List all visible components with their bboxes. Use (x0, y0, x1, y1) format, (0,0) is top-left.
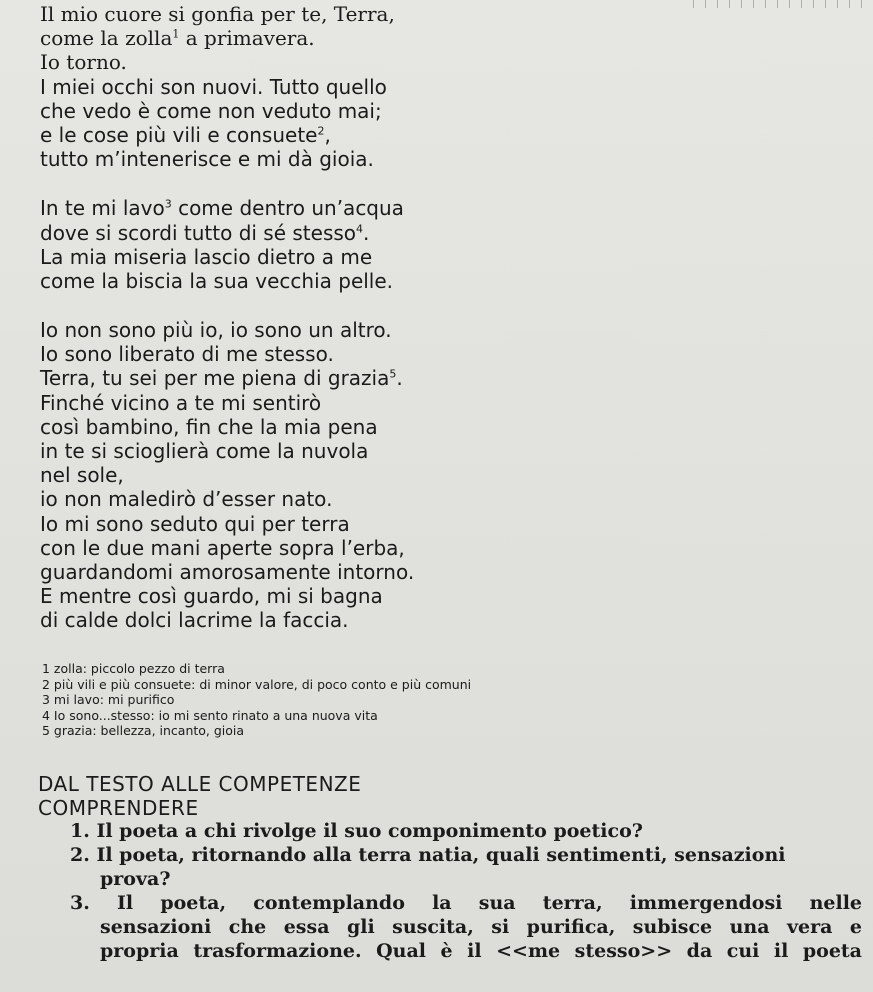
poem (40, 2, 860, 633)
poem-line-text: In te mi lavo (40, 196, 165, 221)
poem-line: Finché vicino a te mi sentirò (40, 390, 322, 415)
poem-line: Io mi sono seduto qui per terra (40, 511, 350, 536)
poem-line: I miei occhi son nuovi. Tutto quello (40, 74, 387, 99)
poem-line: Io non sono più io, io sono un altro. (40, 318, 392, 343)
poem-line (40, 26, 860, 50)
poem-punct: , (324, 122, 331, 147)
poem-line-text: a primavera. (179, 26, 315, 51)
footnote-mark: 4 (356, 221, 364, 235)
competenze-section (38, 772, 868, 820)
footnotes (42, 661, 862, 739)
poem-line: Il mio cuore si gonfia per te, Terra, (40, 2, 395, 26)
poem-line-text: e le cose più vili e consuete (40, 122, 318, 147)
poem-line: di calde dolci lacrime la faccia. (40, 608, 349, 633)
question-1: 1. Il poeta a chi rivolge il suo componimento poetico? (70, 820, 643, 842)
poem-line: come la biscia la sua vecchia pelle. (40, 268, 394, 293)
poem-line-text: come dentro un’acqua (171, 196, 404, 221)
question-2-line: 2. Il poeta, ritornando alla terra natia, quali sentimenti, sensazioni (70, 844, 786, 866)
poem-line (40, 366, 860, 390)
poem-line: Io sono liberato di me stesso. (40, 342, 334, 367)
footnote: 1 zolla: piccolo pezzo di terra (42, 661, 225, 676)
question-3-line: propria trasformazione. Qual è il <<me stesso>> da cui il poeta (100, 940, 862, 962)
poem-punct: . (363, 220, 370, 245)
footnote: 2 più vili e più consuete: di minor valore, di poco conto e più comuni (42, 676, 472, 692)
poem-line (40, 221, 860, 245)
questions (70, 820, 862, 964)
footnote-mark: 5 (389, 367, 397, 381)
poem-line: in te si scioglierà come la nuvola (40, 439, 369, 463)
footnote: 3 mi lavo: mi purifico (42, 692, 175, 708)
footnote-mark: 2 (317, 124, 325, 138)
stanza-gap (40, 293, 860, 318)
section-title: DAL TESTO ALLE COMPETENZE (38, 772, 362, 796)
footnote-mark: 3 (164, 197, 172, 211)
poem-line-text: Terra, tu sei per me piena di grazia (40, 366, 390, 391)
poem-line: che vedo è come non veduto mai; (40, 98, 382, 123)
footnote-mark: 1 (172, 27, 180, 41)
poem-punct: . (396, 366, 403, 391)
poem-line-text: dove si scordi tutto di sé stesso (40, 220, 357, 245)
poem-line: così bambino, fin che la mia pena (40, 414, 378, 439)
poem-line: tutto m’intenerisce e mi dà gioia. (40, 147, 374, 172)
poem-line (40, 123, 860, 147)
footnote: 4 Io sono...stesso: io mi sento rinato a una nuova vita (42, 707, 378, 723)
footnote: 5 grazia: bellezza, incanto, gioia (42, 723, 245, 739)
poem-line: con le due mani aperte sopra l’erba, (40, 535, 405, 560)
poem-line: E mentre così guardo, mi si bagna (40, 584, 383, 609)
question-3-line: 3. Il poeta, contemplando la sua terra, immergendosi nelle (70, 892, 862, 914)
poem-line-text: come la zolla (40, 26, 173, 51)
question-3-line: sensazioni che essa gli suscita, si purifica, subisce una vera e (100, 916, 862, 938)
poem-line: guardandomi amorosamente intorno. (40, 559, 415, 584)
poem-line: La mia miseria lascio dietro a me (40, 244, 373, 269)
stanza-gap (40, 171, 860, 196)
question-2-line: prova? (100, 868, 171, 890)
poem-line: io non maledirò d’esser nato. (40, 487, 333, 512)
section-subtitle: COMPRENDERE (38, 796, 199, 820)
poem-line: nel sole, (40, 463, 124, 488)
poem-line: Io torno. (40, 50, 127, 75)
poem-line (40, 196, 860, 220)
